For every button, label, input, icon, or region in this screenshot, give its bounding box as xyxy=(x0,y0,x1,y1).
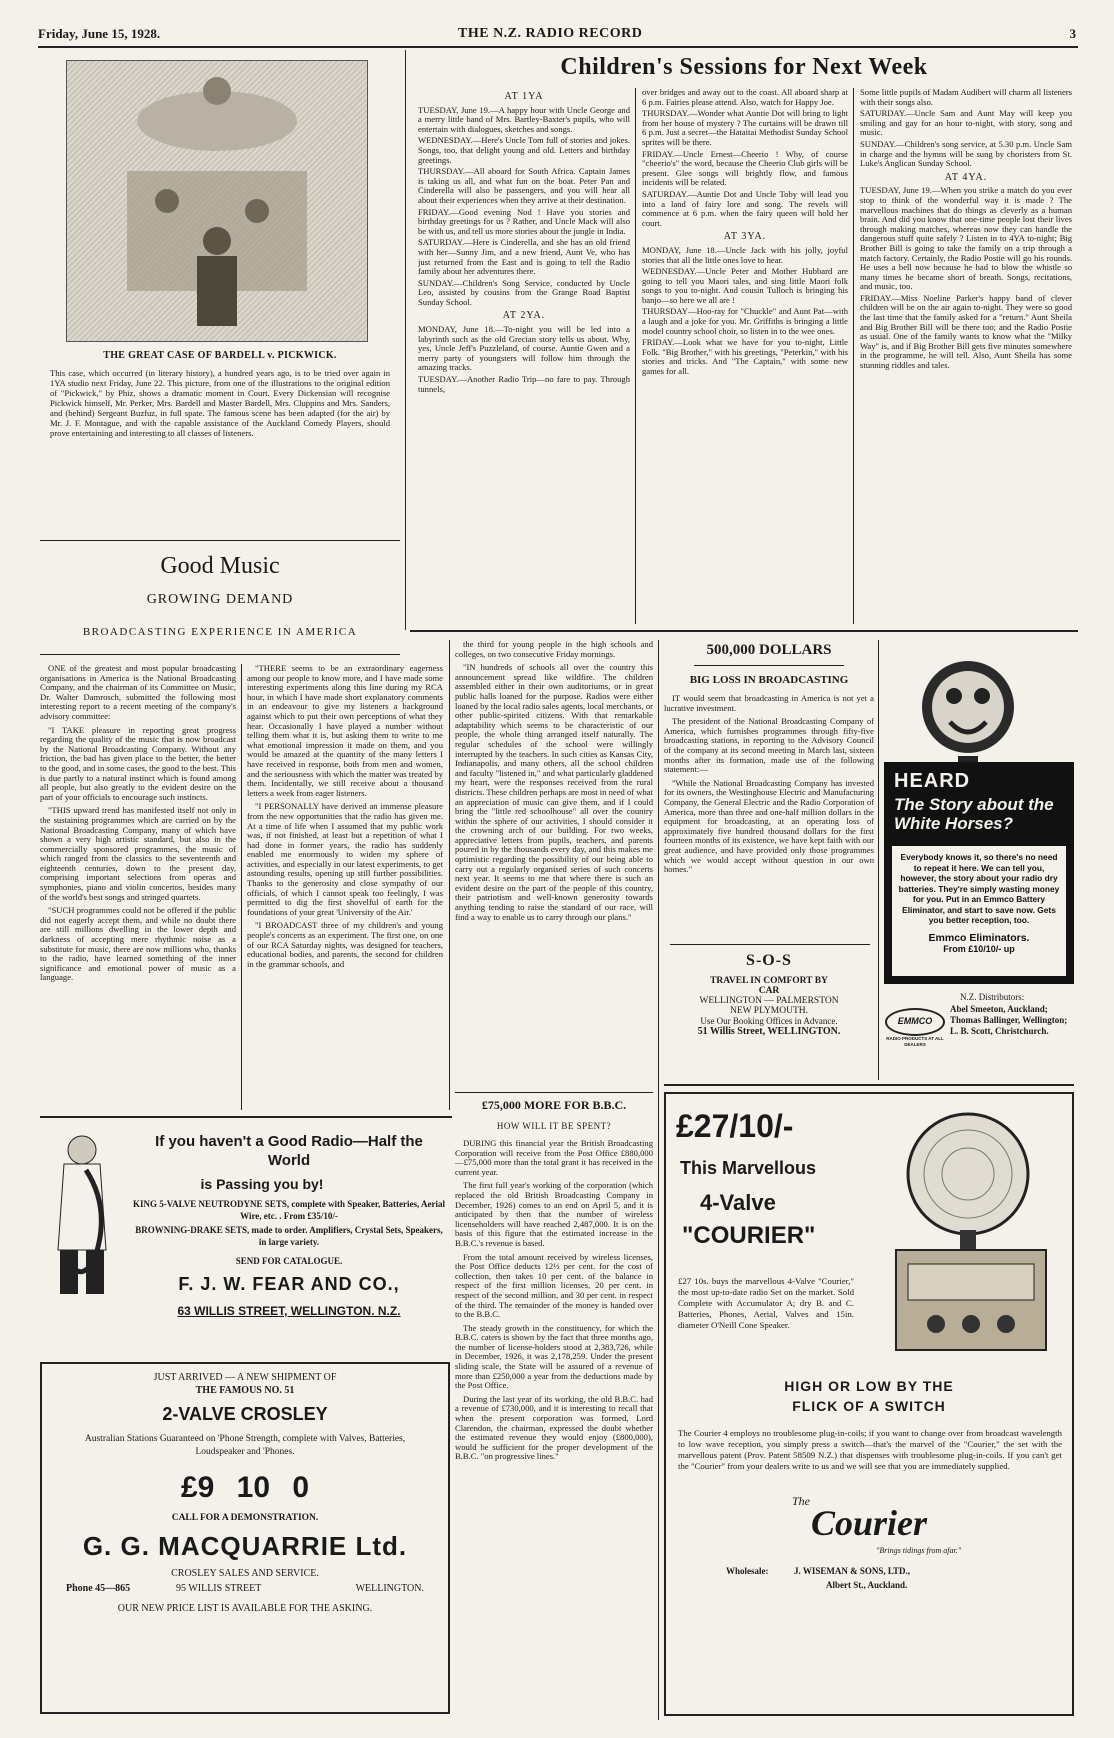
courier-flick: FLICK OF A SWITCH xyxy=(792,1398,946,1414)
sos-line-2: CAR xyxy=(758,986,780,996)
session-entry: over bridges and away out to the coast. All aboard sharp at 6 p.m. Fairies please attend. Also, watch for Happy Joe. xyxy=(642,88,848,107)
pickwick-heading: THE GREAT CASE OF BARDELL v. PICKWICK. xyxy=(103,350,337,361)
courier-agent-addr: Albert St., Auckland. xyxy=(826,1580,908,1590)
dollars-body xyxy=(664,694,874,875)
dollars-paragraph: "While the National Broadcasting Company has invested for its owners, the Westinghouse Electric and Manufacturing Company, the General Electric and the Radio Corporation of America, more than three and one-half million dollars in the equipment for broadcasting, at an operating loss of approximately five hundred thousand dollars for the first fourteen months of its existence, we have kept faith with our great audience, and have provided only those programmes which we would accept without question in our own homes." xyxy=(664,777,874,875)
session-entry: WEDNESDAY.—Uncle Peter and Mother Hubbard are going to tell you Maori tales, and sing little Maori folk songs to you to-night. And cousin Tulloch is bringing his banjo—so here we all are ! xyxy=(642,266,848,305)
fear-address: 63 WILLIS STREET, WELLINGTON. N.Z. xyxy=(177,1304,401,1318)
courier-slogan: "Brings tidings from afar." xyxy=(876,1546,962,1555)
emmco-body: Everybody knows it, so there's no need to repeat it here. We can tell you, however, the story about your radio dry batteries. They're simply wasting money for you. Put in an Emmco Battery Eliminator, and start to save now. Gets you better reception, too. xyxy=(898,852,1060,925)
courier-desc: £27 10s. buys the marvellous 4-Valve "Courier," the most up-to-date radio Set on the market. Sold Complete with Accumulator A; dry B. and C. Batteries, Phones, Aerial, Valves and 15in. diameter O'Neill Cone Speaker. xyxy=(678,1276,854,1330)
horse-head-icon xyxy=(898,652,1038,772)
sos-line-3: WELLINGTON — PALMERSTON xyxy=(699,996,839,1006)
sos-line-6: 51 Willis Street, WELLINGTON. xyxy=(697,1026,841,1037)
article-paragraph: "THERE seems to be an extraordinary eagerness among our people to know more, and I have made some interesting experiments along this line during my RCA hour, in which I have made short explanatory comments in an endeavour to give my listeners a background against which to put their own perceptions of what they hear. Occasionally I have played a number without telling them what it is, but asking them to write to me what emotional impression it made on them, and you would be amazed at the quantity of the many letters I have received in response, both from men and women, and the seriousness with which the matter was treated by them. Incidentally, we still receive about a thousand letters a week from eager listeners. xyxy=(247,664,443,798)
session-entry: FRIDAY.—Look what we have for you to-night, Little Folk. "Big Brother," with his greetings, "Peterkin," with his stories and tricks. And "The Captain," with some new games for all. xyxy=(642,337,848,377)
courier-set-illustration xyxy=(856,1104,1066,1364)
header-rule xyxy=(38,46,1078,48)
courier-advert xyxy=(664,1092,1074,1716)
good-music-column-2 xyxy=(247,664,443,1112)
good-music-col-rule-2 xyxy=(449,640,450,1110)
bbc-top-rule xyxy=(455,1092,653,1093)
courier-wholesale: Wholesale: xyxy=(726,1566,769,1576)
emmco-logo-text: EMMCO xyxy=(885,1008,945,1036)
emmco-headline: The Story about the White Horses? xyxy=(894,795,1054,833)
court-scene-drawing xyxy=(67,61,367,341)
courier-body: The Courier 4 employs no troublesome plug-in-coils; if you want to change over from broadcast wavelength to low wave reception, you simply press a switch—that's the marvel of the "Courier," the set with the marvellous patent (Prov. Patent 58509 N.Z.) that dispenses with troublesome plug-in-coils. If you can't get the "Courier" from your dealers write to us and we will see that you are immediately supplied. xyxy=(678,1428,1062,1471)
crosley-city: WELLINGTON. xyxy=(355,1583,424,1594)
article-paragraph: "I PERSONALLY have derived an immense pleasure from the new opportunities that the radio has given me. At a time of life when I assumed that my public work was, if not finished, at least but a repetition of what I had done in former years, the radio has suddenly enabled me enormously to widen my sphere of activities, and especially in our latest experiments, to get astounding results, opening up still further possibilities. Thanks to the generosity and close sympathy of our officials, of which I cannot speak too feelingly, I was permitted to dig the first shovelful of earth for the foundations of your great 'University of the Air.' xyxy=(247,801,443,917)
session-entry: Some little pupils of Madam Audibert will charm all listeners with their songs also. xyxy=(860,88,1072,107)
good-music-column-3 xyxy=(455,640,653,1090)
good-music-subhead: BROADCASTING EXPERIENCE IN AMERICA xyxy=(82,626,358,638)
session-entry: TUESDAY, June 19.—When you strike a match do you ever stop to think of the wonderful way it is made ? The marvellous machines that do things as cleverly as a human brain. And did you know that one-time people lost their lives through making matches, whereas now they can handle the dangerous stuff quite safely ? Listen in to 4YA to-night; Big Brother Bill is going to take the family on a trip through a match factory. Certainly, the Radio Postie will go his rounds. He uses a bell now because he had to blow the whistle so many times he became short of breath. Songs, recitations, and music, too. xyxy=(860,185,1072,292)
courier-high: HIGH OR LOW BY THE xyxy=(784,1378,954,1394)
childrens-col-rule-2 xyxy=(853,88,854,624)
session-entry: SATURDAY.—Auntie Dot and Uncle Toby will lead you into a land of fairy lore and song. The revels will commence at 6 p.m. when the fairy queen will hold her court. xyxy=(642,188,848,228)
article-paragraph: the third for young people in the high schools and colleges, on two consecutive Friday mornings. xyxy=(455,640,653,659)
crosley-company: G. G. MACQUARRIE Ltd. xyxy=(82,1531,408,1561)
pickwick-court-illustration xyxy=(66,60,368,342)
session-entry: MONDAY, June 18.—Uncle Jack with his jolly, joyful stories that all the little ones love to hear. xyxy=(642,244,848,265)
article-paragraph: "THIS upward trend has manifested itself not only in the sustaining programmes which are carried on by the National Broadcasting Company, many of which have shown a very high artistic standard, but also in the commercially sponsored programmes, the music of which ranged from the classics to the seventeenth and eighteenth centuries, down to the present day, comprising important selections from operas and symphonies, piano and violin concertos, besides many of the world's best songs and stringed quartets. xyxy=(40,805,236,902)
dollars-rule xyxy=(670,944,870,945)
session-entry: THURSDAY—Hoo-ray for "Chuckle" and Aunt Pat—with a laugh and a joke for you. Mr. Griffiths is bringing a little model country school choir, so listen in to the wee ones. xyxy=(642,306,848,336)
emmco-logo xyxy=(884,1008,946,1052)
pickwick-caption: This case, which occurred (in literary history), a hundred years ago, is to be tried over again in 1YA studio next Friday, June 22. This picture, from one of the illustrations to the original edition of "Pickwick," by Phiz, shows a dramatic moment in Court. Every Dickensian will recognise Pickwick himself, Mr. Perker, Mrs. Bardell and Master Bardell, Mrs. Cluppins and Mrs. Sanders, and (behind) Sergeant Buzfuz, in full spate. The famous scene has been adapted (for the air) by Mr. J. F. Montague, and with the capable assistance of the Auckland Comedy Players, should prove entertaining and interesting to all classes of listeners. xyxy=(50,368,390,438)
session-entry: SATURDAY.—Uncle Sam and Aunt May will keep you smiling and gay for an hour to-night, with story, song and music. xyxy=(860,108,1072,138)
courier-top-rule xyxy=(664,1084,1074,1086)
childrens-column-1 xyxy=(418,88,630,626)
sos-line-5: Use Our Booking Offices in Advance. xyxy=(700,1016,838,1026)
column-divider xyxy=(405,50,406,630)
fear-headline-2: is Passing you by! xyxy=(200,1176,324,1192)
crosley-contact-line xyxy=(66,1583,424,1597)
crosley-arrived: JUST ARRIVED — A NEW SHIPMENT OF xyxy=(153,1372,337,1383)
session-entry: FRIDAY.—Good evening Nod ! Have you stories and birthday greetings for us ? Rather, and Uncle Mack will also be with us, and tell us more stories about the jungle in India. xyxy=(418,206,630,236)
childrens-sessions-title xyxy=(410,52,1078,86)
courier-this: This Marvellous xyxy=(680,1158,817,1178)
bbc-paragraph: During the last year of its working, the old B.B.C. had a revenue of £730,000, and it is interesting to recall that when the present corporation was formed, Lord Clarendon, the chairman, expressed the doubt whether the estimated revenue they would enjoy (£800,000), would be sufficient for the proper development of the B.B.C. "on progressive lines." xyxy=(455,1393,653,1462)
courier-agent: J. WISEMAN & SONS, LTD., xyxy=(794,1566,911,1576)
sos-advert xyxy=(664,952,874,1070)
courier-valve: 4-Valve xyxy=(700,1190,776,1215)
station-heading: AT 1YA xyxy=(504,91,544,102)
dollars-paragraph: IT would seem that broadcasting in America is not yet a lucrative investment. xyxy=(664,693,874,713)
horse-mascot-illustration xyxy=(898,652,1038,772)
dollars-subtitle: BIG LOSS IN BROADCASTING xyxy=(689,674,849,686)
crosley-famous: THE FAMOUS NO. 51 xyxy=(195,1385,295,1396)
sos-line-1: TRAVEL IN COMFORT BY xyxy=(710,976,828,986)
emmco-logo-sub: RADIO PRODUCTS AT ALL DEALERS xyxy=(886,1036,944,1047)
issue-date: Friday, June 15, 1928. xyxy=(38,26,161,41)
session-entry: THURSDAY.—All aboard for South Africa. Captain James is taking us all, and what fun on the boat. Peter Pan and Cinderella will also be passengers, and you will hear all about their experiences when they arrive at their destination. xyxy=(418,166,630,205)
session-entry: MONDAY, June 18.—To-night you will be led into a labyrinth such as the old Grecian story tells us about. Why, yes, Uncle Jeff's Puzzleland, of course. Auntie Gwen and a merry party of youngsters will follow him through the amazing tracks. xyxy=(418,324,630,373)
emmco-product: Emmco Eliminators. xyxy=(928,931,1030,944)
fear-company: F. J. W. FEAR AND CO., xyxy=(178,1274,400,1294)
station-heading: AT 4YA. xyxy=(944,171,988,183)
courier-name: "COURIER" xyxy=(682,1222,816,1249)
bbc-paragraph: The first full year's working of the corporation (which replaced the old British Broadcasting Company in December, 1926) comes to an end on April 5, and it is anticipated by then that the number of wireless licenseholders will have reached 2,487,000. It is on the basis of this figure that the estimated increase in the B.B.C.'s revenue is based. xyxy=(455,1180,653,1248)
article-paragraph: "I TAKE pleasure in reporting great progress regarding the quality of the music that is now broadcast by the National Broadcasting Company. Without any friction, the bad has given place to the better, the better to the good, and in some cases, the good to the best. This is due partly to a natural instinct which is found among all people, but also greatly to the evident desire on the part of your officials to encourage such instincts. xyxy=(40,724,236,802)
mid-vertical-rule xyxy=(658,640,659,1720)
page-number: 3 xyxy=(1069,26,1076,41)
childrens-col-rule-1 xyxy=(635,88,636,624)
saxophone-player-illustration xyxy=(42,1130,122,1300)
emmco-divider xyxy=(878,640,879,1080)
crosley-advert xyxy=(40,1362,450,1714)
sos-line-4: NEW PLYMOUTH. xyxy=(729,1006,809,1016)
emmco-copy-box xyxy=(892,846,1066,976)
crosley-street: 95 WILLIS STREET xyxy=(176,1583,262,1594)
emmco-price: From £10/10/- up xyxy=(943,943,1015,954)
saxophonist-icon xyxy=(42,1130,122,1300)
fear-line-2: BROWNING-DRAKE SETS, made to order. Amplifiers, Crystal Sets, Speakers, in large variety. xyxy=(135,1225,443,1247)
crosley-footer: OUR NEW PRICE LIST IS AVAILABLE FOR THE ASKING. xyxy=(117,1603,373,1614)
good-music-column-1 xyxy=(40,664,236,1112)
radio-set-icon xyxy=(856,1104,1066,1364)
session-entry: SATURDAY.—Here is Cinderella, and she has an old friend with her—Sunny Jim, and a new friend, Aunt Ve, who has just returned from the East and is going to tell the Radio family about her adventures there. xyxy=(418,237,630,277)
session-entry: TUESDAY, June 19.—A happy hour with Uncle George and a merry little band of Mrs. Bartley-Baxter's pupils, who will entertain with dialogues, sketches and songs. xyxy=(418,104,630,134)
bbc-paragraph: From the total amount received by wireless licenses, the Post Office deducts 12½ per cent. for the cost of collection, then takes 10 per cent. of the balance in respect of the first million licenses, 20 per cent. in respect of the second million, and 30 per cent. in respect of the third. The remainder of the money is handed over to the B.B.C. xyxy=(455,1251,653,1320)
bbc-article xyxy=(455,1098,653,1720)
session-entry: SUNDAY.—Children's song service, at 5.30 p.m. Uncle Sam in charge and the hymns will be sung by choristers from St. Luke's Anglican Sunday School. xyxy=(860,138,1072,169)
dollars-article xyxy=(664,638,874,938)
dollars-paragraph: The president of the National Broadcasting Company of America, which furnishes programmes through fifty-five broadcasting stations, in reporting to the Advisory Council of the company at its second meeting in March last, sixteen months after its formation, made use of the following statement:— xyxy=(664,716,874,775)
pickwick-section xyxy=(40,54,400,534)
station-heading: AT 2YA. xyxy=(502,310,546,322)
emmco-dist-title: N.Z. Distributors: xyxy=(960,992,1025,1002)
pickwick-rule xyxy=(40,540,400,541)
emmco-heard: HEARD xyxy=(894,770,971,792)
bbc-title: £75,000 MORE FOR B.B.C. xyxy=(481,1098,627,1112)
emmco-dist-body: Abel Smeeton, Auckland; Thomas Ballinger, Wellington; L. B. Scott, Christchurch. xyxy=(950,1004,1068,1036)
session-entry: FRIDAY.—Uncle Ernest—Cheerio ! Why, of course "cheerio's" the word, because the Cheerio Club girls will be present. Glee songs will brightly flow, and famous incidents will be related. xyxy=(642,148,848,188)
dollars-title: 500,000 DOLLARS xyxy=(706,642,832,658)
bbc-paragraph: The steady growth in the constituency, for which the B.B.C. caters is shown by the fact that three months ago, the number of license-holders stood at 2,383,726, while in December, 1926, it was 2,178,259. Under the present sliding scale, the State will be assured of a revenue of more than £250,000 a year from the deductions made by the Post Office. xyxy=(455,1322,653,1391)
fear-advert xyxy=(40,1122,450,1358)
emmco-distributors xyxy=(884,992,1074,1072)
emmco-heard-panel xyxy=(884,762,1074,984)
childrens-title-text: Children's Sessions for Next Week xyxy=(560,54,928,80)
bbc-body xyxy=(455,1139,653,1462)
good-music-header xyxy=(40,548,400,648)
fear-line-1: KING 5-VALVE NEUTRODYNE SETS, complete with Speaker, Batteries, Aerial Wire, etc. . From £35/10/- xyxy=(133,1199,445,1221)
fear-top-rule xyxy=(40,1116,452,1118)
good-music-subtitle: GROWING DEMAND xyxy=(146,592,294,607)
crosley-phone: Phone 45—865 xyxy=(66,1583,131,1594)
courier-brand: Courier xyxy=(810,1503,928,1543)
station-heading: AT 3YA. xyxy=(723,231,767,243)
childrens-bottom-rule xyxy=(410,630,1078,632)
session-entry: WEDNESDAY.—Here's Uncle Tom full of stories and jokes. Songs, too, that delight young and old. Letters and birthday greetings. xyxy=(418,135,630,165)
good-music-title: Good Music xyxy=(160,553,280,579)
courier-price: £27/10/- xyxy=(676,1108,794,1144)
publication-title: THE N.Z. RADIO RECORD xyxy=(458,26,643,41)
page-header xyxy=(38,24,1078,46)
article-paragraph: "IN hundreds of schools all over the country this announcement spread like wildfire. The children assembled either in their own auditoriums, or in great public halls loaned for the purpose. Radios were either loaned by the local radio sales agents, local merchants, or other public-spirited citizens. With that remarkable adaptability which seems to be characteristic of our people, the whole thing arranged itself naturally. The regular schedules of the school were willingly interrupted by the teachers. In such cities as Kansas City, Indianapolis, and many others, all the school children and faculty "listened in," and what particularly gladdened my heart, were the responses received from the rural districts. These children perhaps are most in need of what an appreciation of music can give them, and if I could bring the "little red schoolhouse" all over the country within the sphere of our activities, I should consider it the crowning arch of our building. For two weeks, appreciative letters from pupils, teachers, and parents poured in by the thousands every day, and this makes me optimistic regarding the possibility of our being able to carry out a regularly organised series of such concerts next year. It seems to me that where there is such an evident desire on the part of the people of this country, their patriotism and well-known generosity towards anything tending to raise the standard of our race, will find a way to enable us to carry through our plans." xyxy=(455,662,653,922)
good-music-rule xyxy=(40,654,400,655)
emmco-advert xyxy=(884,652,1074,1080)
bbc-subtitle: HOW WILL IT BE SPENT? xyxy=(496,1121,612,1131)
childrens-column-2 xyxy=(642,88,848,626)
crosley-price: £9 10 0 xyxy=(180,1471,310,1504)
crosley-demo: CALL FOR A DEMONSTRATION. xyxy=(171,1513,319,1523)
session-entry: TUESDAY.—Another Radio Trip—no fare to pay. Through tunnels, xyxy=(418,374,630,394)
crosley-service: CROSLEY SALES AND SERVICE. xyxy=(171,1568,319,1579)
crosley-model: 2-VALVE CROSLEY xyxy=(162,1404,328,1424)
good-music-col-rule-1 xyxy=(241,664,242,1110)
article-paragraph: "I BROADCAST three of my children's and young people's concerts as an experiment. The first one, on one of our RCA Saturday nights, was designed for teachers, educational bodies, and parents, the second for children in the grammar schools, and xyxy=(247,920,443,969)
session-entry: SUNDAY.—Children's Song Service, conducted by Uncle Leo, assisted by cousins from the Grange Road Baptist Sunday School. xyxy=(418,277,630,307)
crosley-desc: Australian Stations Guaranteed on 'Phone Strength, complete with Valves, Batteries, Loudspeaker and 'Phones. xyxy=(84,1434,406,1457)
session-entry: THURSDAY.—Wonder what Auntie Dot will bring to light from her house of mystery ? The curtains will be drawn till 6 p.m. Just a secret—the Hataitai Methodist Sunday School sprites will be there. xyxy=(642,108,848,147)
article-paragraph: ONE of the greatest and most popular broadcasting organisations in America is the National Broadcasting Company, and the chairman of its Committee on Music, Dr. Walter Damrosch, submitted the following most interesting report to a recent meeting of the company's advisory committee: xyxy=(40,664,236,721)
sos-title: S-O-S xyxy=(746,952,792,969)
childrens-column-3 xyxy=(860,88,1072,626)
article-paragraph: "SUCH programmes could not be offered if the public did not eagerly accept them, and while no doubt there are still millions dwelling in the lower depth and darkness of accepting mere rhythmic noise as a substitute for music, there are now millions who, thanks to the radio, have learned something of the inner significance and emotional power of music as a language. xyxy=(40,905,236,983)
fear-catalogue: SEND FOR CATALOGUE. xyxy=(235,1256,343,1266)
fear-headline: If you haven't a Good Radio—Half the World xyxy=(155,1133,423,1169)
bbc-paragraph: DURING this financial year the British Broadcasting Corporation will receive from the Post Office £880,000—£75,000 more than the total grant it has received in the current year. xyxy=(455,1138,653,1177)
session-entry: FRIDAY.—Miss Noeline Parker's happy band of clever children will be on the air again to-night. They were so good the last time that the family asked for a "return." Aunt Sheila and Big Brother Bill will be there too; and the Radio Postie as usual. One of the family wants to know what the "Milky Way" is, and if Big Brother Bill gets five minutes somewhere in the programme, he will tell. Also, Aunt Sheila has some stunning riddles and tales. xyxy=(860,292,1072,371)
courier-the: The xyxy=(792,1494,810,1508)
